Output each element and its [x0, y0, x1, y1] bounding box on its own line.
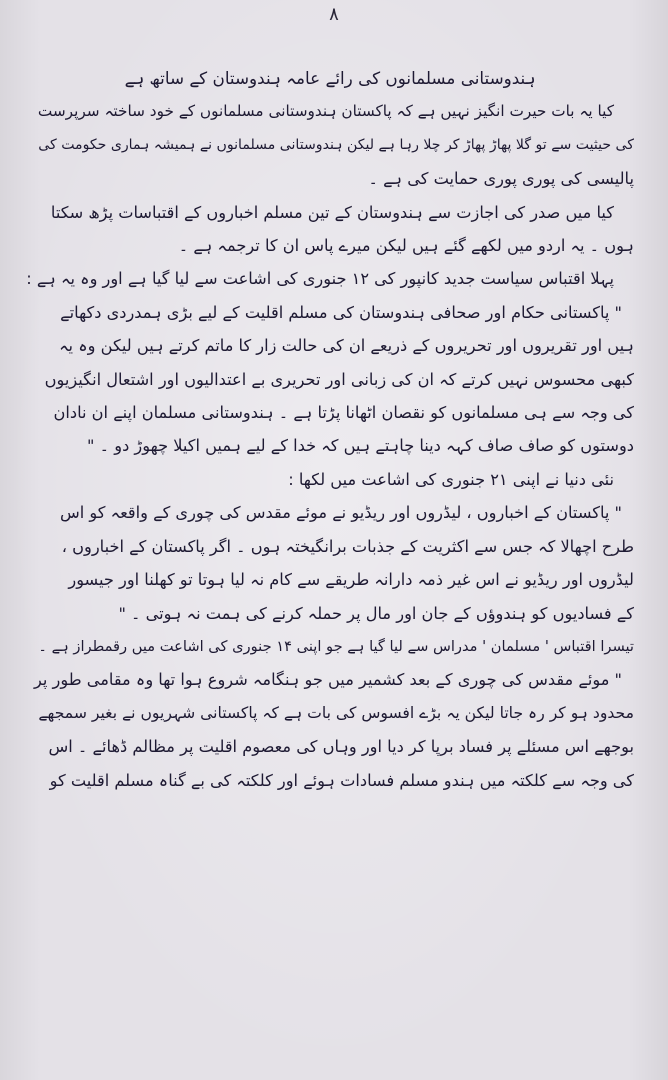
text-line: لیڈروں اور ریڈیو نے اس غیر ذمہ دارانہ طریقے سے کام نہ لیا ہوتا تو کھلنا اور جیسور	[68, 570, 634, 590]
text-line: محدود ہو کر رہ جاتا لیکن یہ بڑے افسوس کی بات ہے کہ پاکستانی شہریوں نے بغیر سمجھے	[38, 703, 634, 722]
text-lines	[26, 95, 634, 797]
text-line: ہیں اور تقریروں اور تحریروں کے ذریعے ان کی حالت زار کا ماتم کرتے ہیں لیکن وہ یہ	[59, 336, 634, 356]
page-number: ۸	[329, 4, 339, 25]
text-line: " پاکستانی حکام اور صحافی ہندوستان کی مسلم اقلیت کے لیے بڑی ہمدردی دکھاتے	[60, 302, 622, 322]
text-line: تیسرا اقتباس ' مسلمان ' مدراس سے لیا گیا ہے جو اپنی ۱۴ جنوری کی اشاعت میں رقمطراز ہے ۔	[38, 637, 634, 655]
text-line: کی وجہ سے کلکتہ میں ہندو مسلم فسادات ہوئے اور کلکتہ کی بے گناہ مسلم اقلیت کو	[49, 770, 634, 790]
text-line: طرح اچھالا کہ جس سے اکثریت کے جذبات برانگیختہ ہوں ۔ اگر پاکستان کے اخباروں ،	[61, 536, 634, 556]
text-line: پہلا اقتباس سیاست جدید کانپور کی ۱۲ جنوری کی اشاعت سے لیا گیا ہے اور وہ یہ ہے :	[26, 269, 614, 289]
text-line: " پاکستان کے اخباروں ، لیڈروں اور ریڈیو نے موئے مقدس کی چوری کے واقعہ کو اس	[59, 503, 622, 523]
text-line: کی حیثیت سے تو گلا پھاڑ پھاڑ کر چلا رہا ہے لیکن ہندوستانی مسلمانوں نے ہمیشہ ہماری حکومت کی	[38, 136, 634, 153]
text-line: ہوں ۔ یہ اردو میں لکھے گئے ہیں لیکن میرے پاس ان کا ترجمہ ہے ۔	[178, 236, 634, 256]
text-line: نئی دنیا نے اپنی ۲۱ جنوری کی اشاعت میں لکھا :	[288, 469, 614, 489]
text-line: کبھی محسوس نہیں کرتے کہ ان کی زبانی اور تحریری بے اعتدالیوں اور اشتعال انگیزیوں	[44, 369, 634, 389]
text-line: کے فسادیوں کو ہندوؤں کے جان اور مال پر حملہ کرنے کی ہمت نہ ہوتی ۔ "	[118, 603, 634, 623]
text-line: " موئے مقدس کی چوری کے بعد کشمیر میں جو ہنگامہ شروع ہوا تھا وہ مقامی طور پر	[33, 670, 622, 690]
document-body	[26, 62, 634, 797]
text-line: کیا یہ بات حیرت انگیز نہیں ہے کہ پاکستان ہندوستانی مسلمانوں کے خود ساختہ سرپرست	[37, 102, 614, 121]
text-line: پالیسی کی پوری پوری حمایت کی ہے ۔	[368, 169, 634, 189]
text-line: کی وجہ سے ہی مسلمانوں کو نقصان اٹھانا پڑتا ہے ۔ ہندوستانی مسلمان اپنے ان نادان	[53, 403, 634, 423]
text-line: دوستوں کو صاف صاف کہہ دینا چاہتے ہیں کہ خدا کے لیے ہمیں اکیلا چھوڑ دو ۔ "	[87, 436, 634, 456]
text-line: بوجھے اس مسئلے پر فساد برپا کر دیا اور وہاں کی معصوم اقلیت پر مظالم ڈھائے ۔ اس	[48, 737, 634, 757]
page-title: ہندوستانی مسلمانوں کی رائے عامہ ہندوستان کے ساتھ ہے	[124, 68, 536, 88]
text-line: کیا میں صدر کی اجازت سے ہندوستان کے تین مسلم اخباروں کے اقتباسات پڑھ سکتا	[50, 202, 614, 222]
